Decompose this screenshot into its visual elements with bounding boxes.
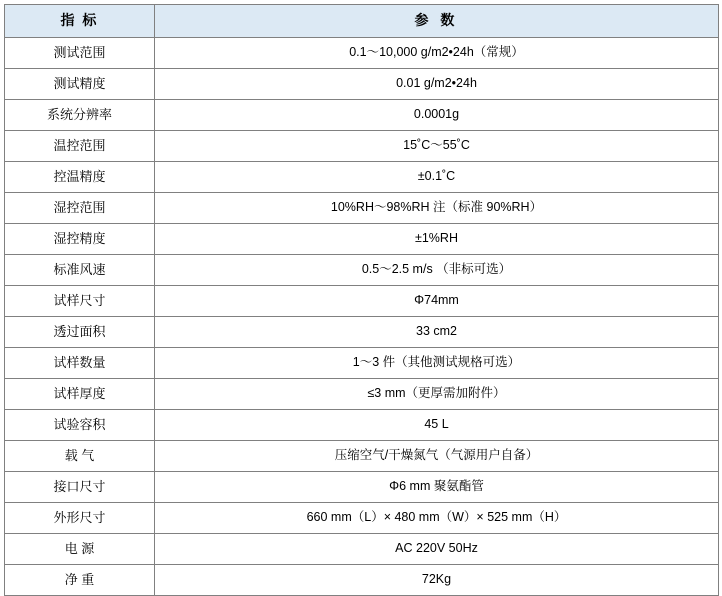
row-label: 试样数量	[5, 348, 155, 379]
row-value: 0.0001g	[155, 100, 719, 131]
row-label: 温控范围	[5, 131, 155, 162]
row-value: 0.5～2.5 m/s （非标可选）	[155, 255, 719, 286]
table-header	[5, 5, 719, 38]
row-value: 72Kg	[155, 565, 719, 596]
row-label: 系统分辨率	[5, 100, 155, 131]
row-label: 试验容积	[5, 410, 155, 441]
table-row	[5, 441, 719, 472]
table-row	[5, 472, 719, 503]
row-value: Φ6 mm 聚氨酯管	[155, 472, 719, 503]
row-label: 试样尺寸	[5, 286, 155, 317]
row-value: 33 cm2	[155, 317, 719, 348]
row-value: 0.1～10,000 g/m2•24h（常规）	[155, 38, 719, 69]
column-header-parameter: 参 数	[155, 5, 719, 38]
table-row	[5, 410, 719, 441]
column-header-index: 指 标	[5, 5, 155, 38]
row-value: ≤3 mm（更厚需加附件）	[155, 379, 719, 410]
row-label: 净 重	[5, 565, 155, 596]
specification-table	[4, 4, 719, 596]
row-value: ±1%RH	[155, 224, 719, 255]
table-header-row	[5, 5, 719, 38]
table-row	[5, 379, 719, 410]
table-row	[5, 224, 719, 255]
row-value: 10%RH～98%RH 注（标准 90%RH）	[155, 193, 719, 224]
row-label: 湿控精度	[5, 224, 155, 255]
row-label: 载 气	[5, 441, 155, 472]
row-value: AC 220V 50Hz	[155, 534, 719, 565]
row-value: 压缩空气/干燥氮气（气源用户自备）	[155, 441, 719, 472]
table-row	[5, 131, 719, 162]
table-row	[5, 38, 719, 69]
row-value: 45 L	[155, 410, 719, 441]
row-label: 湿控范围	[5, 193, 155, 224]
row-label: 透过面积	[5, 317, 155, 348]
row-label: 电 源	[5, 534, 155, 565]
table-body	[5, 38, 719, 596]
row-value: ±0.1˚C	[155, 162, 719, 193]
row-label: 外形尺寸	[5, 503, 155, 534]
table-row	[5, 503, 719, 534]
table-row	[5, 100, 719, 131]
row-label: 标准风速	[5, 255, 155, 286]
table-row	[5, 534, 719, 565]
row-label: 试样厚度	[5, 379, 155, 410]
row-label: 接口尺寸	[5, 472, 155, 503]
row-label: 测试精度	[5, 69, 155, 100]
table-row	[5, 286, 719, 317]
table-row	[5, 255, 719, 286]
row-label: 控温精度	[5, 162, 155, 193]
row-value: Φ74mm	[155, 286, 719, 317]
table-row	[5, 348, 719, 379]
table-row	[5, 565, 719, 596]
row-value: 1～3 件（其他测试规格可选）	[155, 348, 719, 379]
table-row	[5, 317, 719, 348]
table-row	[5, 162, 719, 193]
row-label: 测试范围	[5, 38, 155, 69]
row-value: 0.01 g/m2•24h	[155, 69, 719, 100]
table-row	[5, 193, 719, 224]
row-value: 15˚C～55˚C	[155, 131, 719, 162]
table-row	[5, 69, 719, 100]
row-value: 660 mm（L）× 480 mm（W）× 525 mm（H）	[155, 503, 719, 534]
